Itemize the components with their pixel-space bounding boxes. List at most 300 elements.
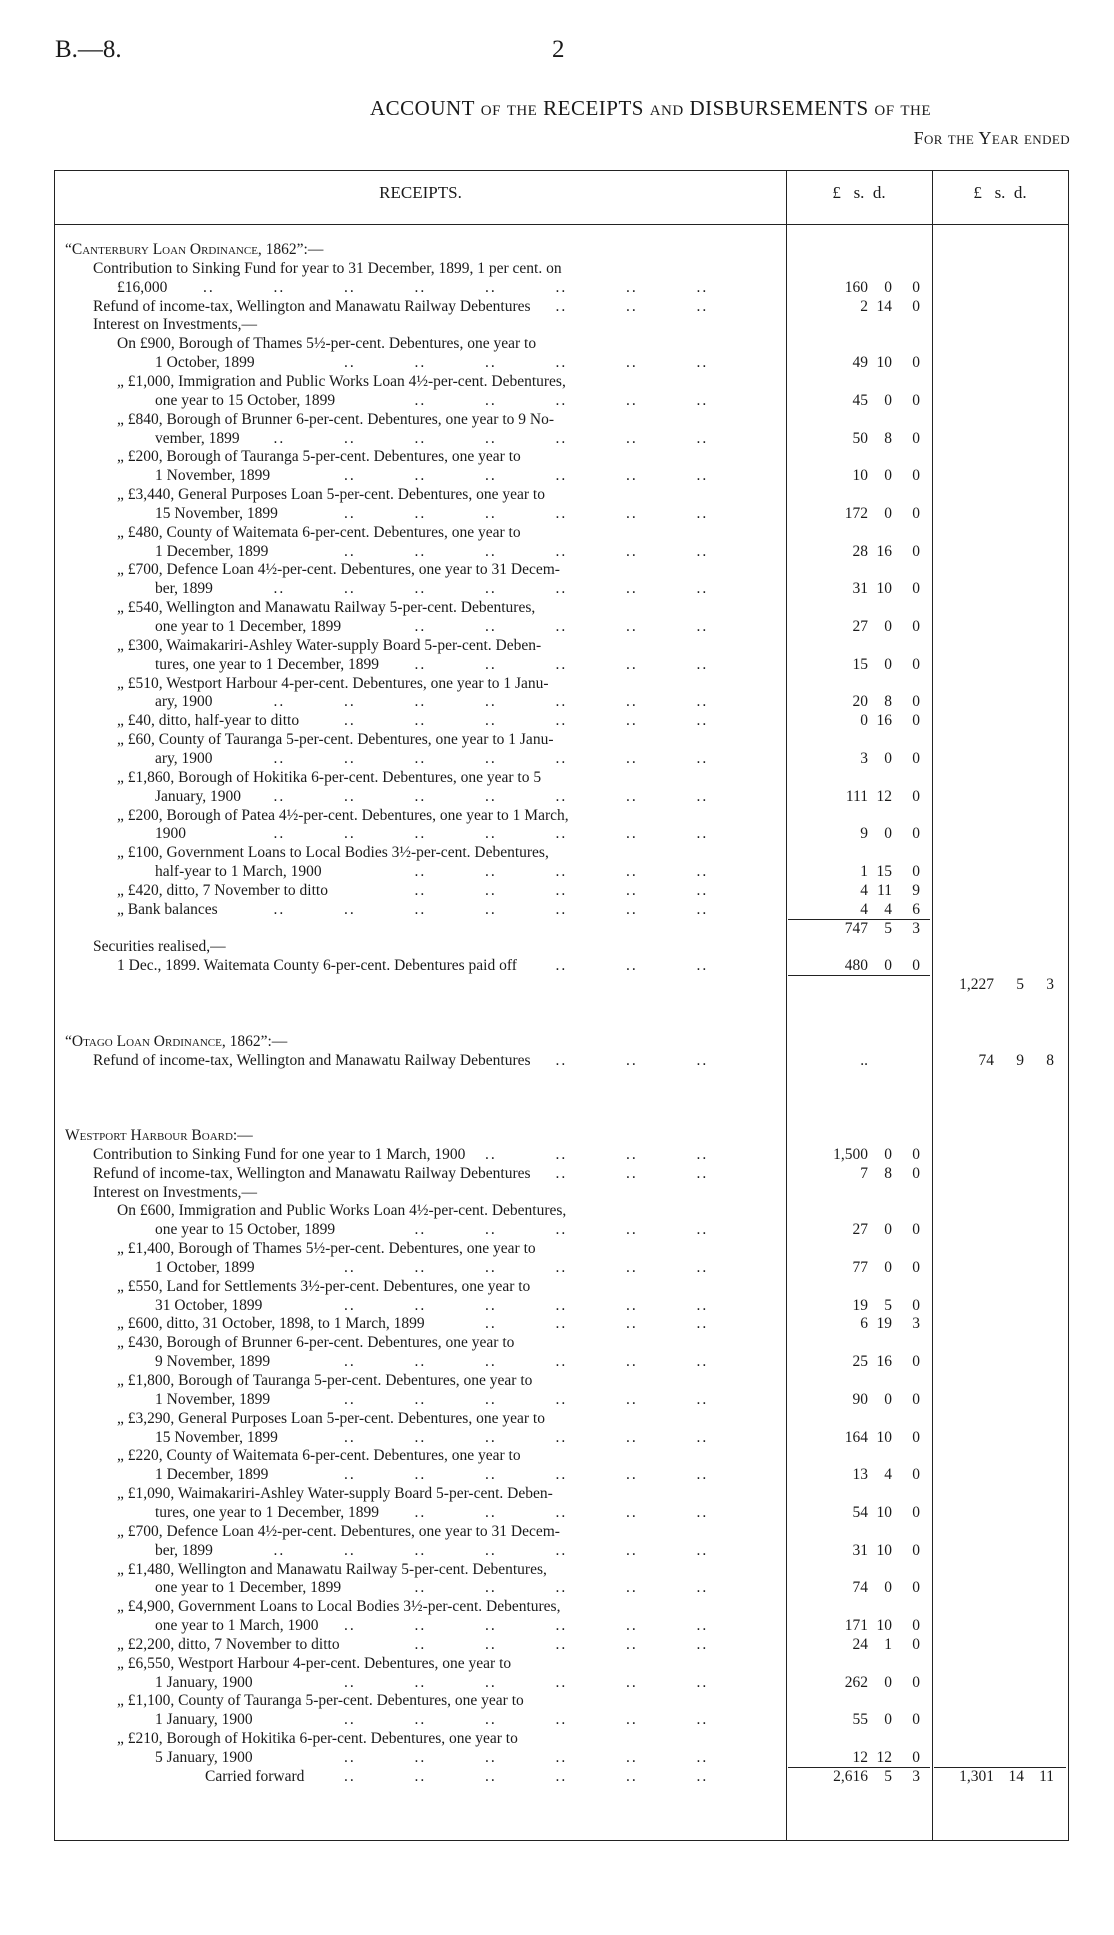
amount-pounds: 13 [852,1466,868,1484]
amount-pence: 0 [912,1164,920,1182]
amount-pounds: .. [860,1051,868,1069]
document-reference: B.—8. [55,36,122,63]
amount-shillings: 5 [884,919,892,937]
amount-pounds: 50 [852,429,868,447]
table-row [55,1542,1068,1560]
leader-dots: .. .. .. .. .. .. [344,1767,767,1785]
leader-dots: .. .. .. .. [485,1315,767,1333]
table-row [55,430,1068,448]
leader-dots: .. .. .. .. .. [414,863,767,881]
row-description: Westport Harbour Board:— [65,1126,253,1144]
amount-pounds: 28 [852,542,868,560]
account-subtitle: For the Year ended [913,128,1070,148]
table-row [55,807,1068,825]
money-column-header-2: £ s. d. [973,183,1027,202]
amount-shillings: 4 [884,900,892,918]
total-pence: 8 [1046,1051,1054,1069]
amount-shillings: 11 [877,881,892,899]
amount-pounds: 171 [844,1617,868,1635]
row-description: 1900 [155,825,186,843]
leader-dots: .. .. .. .. .. .. [344,354,767,372]
table-row [55,1598,1068,1616]
title-account: ACCOUNT [370,96,476,120]
table-row [55,693,1068,711]
amount-pence: 0 [912,655,920,673]
table-row [55,1655,1068,1673]
row-description: “Otago Loan Ordinance, 1862”:— [65,1032,288,1050]
amount-pence: 0 [912,504,920,522]
amount-shillings: 10 [876,1541,892,1559]
table-row [55,1221,1068,1239]
table-row [55,1033,1068,1051]
amount-pence: 6 [912,900,920,918]
amount-pence: 3 [912,919,920,937]
table-row [55,1561,1068,1579]
table-row [55,675,1068,693]
row-description: „ £2,200, ditto, 7 November to ditto [117,1635,340,1653]
table-row [55,1127,1068,1145]
row-description: 15 November, 1899 [155,1428,278,1446]
row-description: ber, 1899 [155,1541,213,1559]
row-description: 1 Dec., 1899. Waitemata County 6-per-cent. Debentures paid off [117,957,517,975]
amount-pounds: 74 [852,1579,868,1597]
table-row [55,448,1068,466]
row-description: „ £220, County of Waitemata 6-per-cent. Debentures, one year to [117,1447,521,1465]
table-row [55,750,1068,768]
table-row [55,618,1068,636]
leader-dots: .. .. .. .. .. [414,1221,767,1239]
amount-shillings: 0 [884,655,892,673]
amount-shillings: 0 [884,618,892,635]
row-description: „ £430, Borough of Brunner 6-per-cent. Debentures, one year to [117,1334,515,1352]
leader-dots: .. .. .. .. .. .. [344,1390,767,1408]
amount-shillings: 0 [884,1579,892,1597]
amount-pounds: 1,500 [833,1145,868,1163]
table-row [55,1617,1068,1635]
amount-pence: 0 [912,1221,920,1239]
amount-shillings: 10 [876,1503,892,1521]
amount-shillings: 0 [884,1390,892,1408]
table-row [55,1636,1068,1654]
row-description: „ £300, Waimakariri-Ashley Water-supply Board 5-per-cent. Deben- [117,636,542,654]
amount-pounds: 25 [852,1353,868,1371]
leader-dots: .. .. .. .. .. [414,1579,767,1597]
table-row [55,1730,1068,1748]
table-row [55,486,1068,504]
amount-pence: 0 [912,1296,920,1314]
amount-shillings: 10 [876,1428,892,1446]
row-description: „ £480, County of Waitemata 6-per-cent. Debentures, one year to [117,523,521,541]
table-row [55,561,1068,579]
leader-dots: .. .. .. .. .. .. [344,1673,767,1691]
table-row [55,599,1068,617]
total-shillings: 14 [1008,1767,1024,1785]
leader-dots: .. .. .. .. .. .. [344,1711,767,1729]
row-description: „ £3,290, General Purposes Loan 5-per-cent. Debentures, one year to [117,1409,545,1427]
table-row [55,543,1068,561]
amount-pounds: 9 [860,825,868,843]
table-row [55,844,1068,862]
amount-pence: 0 [912,1258,920,1276]
leader-dots: .. .. .. [555,1164,767,1182]
table-row [55,1146,1068,1164]
amount-pounds: 54 [852,1503,868,1521]
row-description: Securities realised,— [93,938,226,956]
amount-pence: 0 [912,825,920,843]
leader-dots: .. .. .. .. .. .. [344,1749,767,1766]
row-description: half-year to 1 March, 1900 [155,863,322,881]
leader-dots: .. .. .. .. .. .. [344,1296,767,1314]
row-description: „ £60, County of Tauranga 5-per-cent. Debentures, one year to 1 Janu- [117,731,554,749]
amount-pence: 0 [912,1466,920,1484]
amount-shillings: 0 [884,467,892,485]
leader-dots: .. .. .. .. [485,1145,767,1163]
account-title [370,96,931,121]
amount-pounds: 24 [852,1635,868,1653]
table-row [55,1278,1068,1296]
amount-pence: 0 [912,1428,920,1446]
row-description: Contribution to Sinking Fund for year to 31 December, 1899, 1 per cent. on [93,259,562,277]
leader-dots: .. .. .. .. .. .. [344,1617,767,1635]
amount-shillings: 14 [876,297,892,315]
amount-pounds: 4 [860,881,868,899]
table-row [55,1429,1068,1447]
amount-shillings: 19 [876,1315,892,1333]
table-row [55,1165,1068,1183]
amount-shillings: 16 [876,1353,892,1371]
row-description: „ £420, ditto, 7 November to ditto [117,881,328,899]
amount-shillings: 0 [884,1258,892,1276]
row-description: „ £550, Land for Settlements 3½-per-cent. Debentures, one year to [117,1277,531,1295]
row-description: Interest on Investments,— [93,1183,258,1201]
amount-pounds: 747 [844,919,868,937]
row-description: „ £700, Defence Loan 4½-per-cent. Debentures, one year to 31 Decem- [117,1522,560,1540]
table-row [55,1523,1068,1541]
amount-pounds: 45 [852,391,868,409]
table-row [55,637,1068,655]
row-description: „ £700, Defence Loan 4½-per-cent. Debentures, one year to 31 Decem- [117,561,560,579]
amount-pounds: 172 [844,504,868,522]
table-row [55,1749,1068,1767]
amount-pounds: 20 [852,693,868,711]
table-row [55,1410,1068,1428]
table-row [55,1353,1068,1371]
leader-dots: .. .. .. .. .. .. [344,542,767,560]
amount-shillings: 10 [876,354,892,372]
table-row [55,1014,1068,1032]
row-description: ber, 1899 [155,580,213,598]
row-description: 1 November, 1899 [155,1390,271,1408]
row-description: „ £1,090, Waimakariri-Ashley Water-supply Board 5-per-cent. Deben- [117,1485,553,1503]
amount-pounds: 55 [852,1711,868,1729]
row-description: £16,000 [117,278,168,296]
row-description: 31 October, 1899 [155,1296,263,1314]
leader-dots: .. .. .. .. .. .. .. [273,749,767,767]
table-row [55,957,1068,975]
leader-dots: .. .. .. .. .. .. .. .. [203,278,767,296]
title-of-the: of the [868,96,932,120]
table-row [55,1089,1068,1107]
amount-pounds: 19 [852,1296,868,1314]
leader-dots: .. .. .. .. .. .. [344,467,767,485]
amount-shillings: 0 [884,825,892,843]
row-description: „ £6,550, Westport Harbour 4-per-cent. Debentures, one year to [117,1654,512,1672]
amount-pence: 0 [912,391,920,409]
amount-shillings: 0 [884,1673,892,1691]
row-description: one year to 1 March, 1900 [155,1617,319,1635]
amount-pence: 0 [912,354,920,372]
table-row [55,298,1068,316]
table-row [55,901,1068,919]
leader-dots: .. .. .. .. .. [414,881,767,899]
title-receipts: RECEIPTS [543,96,644,120]
amount-pounds: 3 [860,749,868,767]
amount-pence: 0 [912,1635,920,1653]
row-description: „ £4,900, Government Loans to Local Bodies 3½-per-cent. Debentures, [117,1598,561,1616]
amount-pounds: 27 [852,618,868,635]
amount-pence: 9 [912,881,920,899]
leader-dots: .. .. .. [555,297,767,315]
amount-pounds: 2,616 [833,1767,868,1785]
table-row [55,1240,1068,1258]
row-description: „ £1,860, Borough of Hokitika 6-per-cent. Debentures, one year to 5 [117,768,542,786]
table-row [55,241,1068,259]
amount-pounds: 262 [844,1673,868,1691]
table-row [55,1485,1068,1503]
row-description: On £900, Borough of Thames 5½-per-cent. Debentures, one year to [117,335,537,353]
table-row [55,1372,1068,1390]
header-divider [55,224,1068,225]
row-description: „ Bank balances [117,900,218,918]
amount-pence: 0 [912,693,920,711]
amount-pence: 0 [912,580,920,598]
row-description: „ £600, ditto, 31 October, 1898, to 1 March, 1899 [117,1315,425,1333]
amount-pence: 0 [912,787,920,805]
table-row [55,920,1068,938]
table-row [55,976,1068,994]
amount-shillings: 15 [876,863,892,881]
amount-pounds: 111 [845,787,868,805]
amount-pence: 0 [912,957,920,975]
amount-shillings: 8 [884,429,892,447]
table-row [55,863,1068,881]
amount-shillings: 16 [876,542,892,560]
table-row [55,1447,1068,1465]
row-description: one year to 1 December, 1899 [155,618,342,635]
amount-pence: 0 [912,1673,920,1691]
amount-pence: 0 [912,1749,920,1766]
table-row [55,1315,1068,1333]
leader-dots: .. .. .. [555,957,767,975]
amount-shillings: 12 [876,787,892,805]
amount-pence: 0 [912,1617,920,1635]
amount-pence: 3 [912,1767,920,1785]
amount-pounds: 31 [852,1541,868,1559]
amount-pence: 0 [912,1353,920,1371]
amount-pounds: 90 [852,1390,868,1408]
total-pence: 11 [1039,1767,1054,1785]
amount-shillings: 0 [884,1711,892,1729]
row-description: 1 January, 1900 [155,1673,253,1691]
amount-shillings: 16 [876,712,892,730]
table-row [55,1070,1068,1088]
table-row [55,788,1068,806]
row-description: Refund of income-tax, Wellington and Manawatu Railway Debentures [93,297,531,315]
row-description: „ £1,400, Borough of Thames 5½-per-cent. Debentures, one year to [117,1240,536,1258]
row-description: 9 November, 1899 [155,1353,271,1371]
row-description: 5 January, 1900 [155,1749,253,1766]
row-description: January, 1900 [155,787,241,805]
table-row [55,1052,1068,1070]
amount-shillings: 5 [884,1296,892,1314]
row-description: one year to 1 December, 1899 [155,1579,342,1597]
table-row [55,335,1068,353]
leader-dots: .. .. .. .. .. [414,655,767,673]
row-description: „ £200, Borough of Patea 4½-per-cent. Debentures, one year to 1 March, [117,806,569,824]
table-row [55,260,1068,278]
row-description: „ £1,100, County of Tauranga 5-per-cent. Debentures, one year to [117,1692,524,1710]
table-row [55,316,1068,334]
amount-pence: 0 [912,749,920,767]
table-row [55,1202,1068,1220]
row-description: one year to 15 October, 1899 [155,391,336,409]
leader-dots: .. .. .. .. .. .. .. [273,580,767,598]
row-description: „ £210, Borough of Hokitika 6-per-cent. Debentures, one year to [117,1730,518,1748]
table-row [55,1692,1068,1710]
money-column-header-1: £ s. d. [832,183,886,202]
row-description: 15 November, 1899 [155,504,278,522]
leader-dots: .. .. .. .. .. .. .. [273,825,767,843]
row-description: vember, 1899 [155,429,240,447]
amount-pounds: 49 [852,354,868,372]
table-row [55,354,1068,372]
amount-shillings: 10 [876,1617,892,1635]
table-row [55,1184,1068,1202]
total-pounds: 1,227 [959,976,994,994]
amount-pence: 0 [912,863,920,881]
row-description: ary, 1900 [155,749,213,767]
leader-dots: .. .. .. .. .. .. [344,504,767,522]
table-row [55,882,1068,900]
leader-dots: .. .. .. .. .. .. [344,1428,767,1446]
amount-shillings: 0 [884,504,892,522]
row-description: “Canterbury Loan Ordinance, 1862”:— [65,241,324,258]
row-description: „ £200, Borough of Tauranga 5-per-cent. Debentures, one year to [117,448,521,466]
row-description: „ £1,000, Immigration and Public Works Loan 4½-per-cent. Debentures, [117,372,566,390]
amount-shillings: 12 [876,1749,892,1766]
leader-dots: .. .. .. .. .. [414,1635,767,1653]
amount-pence: 0 [912,278,920,296]
total-pence: 3 [1046,976,1054,994]
amount-pounds: 164 [844,1428,868,1446]
row-description: Contribution to Sinking Fund for one year to 1 March, 1900 [93,1145,466,1163]
amount-shillings: 8 [884,1164,892,1182]
row-description: tures, one year to 1 December, 1899 [155,1503,380,1521]
table-row [55,656,1068,674]
table-row [55,1579,1068,1597]
amount-shillings: 0 [884,1221,892,1239]
amount-shillings: 0 [884,1145,892,1163]
row-description: „ £510, Westport Harbour 4-per-cent. Debentures, one year to 1 Janu- [117,674,549,692]
table-row [55,1108,1068,1126]
table-row [55,411,1068,429]
row-description: one year to 15 October, 1899 [155,1221,336,1239]
table-row [55,467,1068,485]
table-row [55,1768,1068,1786]
table-row [55,524,1068,542]
table-row [55,1391,1068,1409]
row-description: 1 December, 1899 [155,1466,269,1484]
amount-pounds: 12 [852,1749,868,1766]
table-row [55,373,1068,391]
amount-pounds: 15 [852,655,868,673]
leader-dots: .. .. .. .. .. [414,618,767,635]
leader-dots: .. .. .. .. .. [414,1503,767,1521]
amount-pence: 0 [912,1579,920,1597]
amount-pence: 0 [912,1145,920,1163]
row-description: Refund of income-tax, Wellington and Manawatu Railway Debentures [93,1051,531,1069]
amount-pounds: 10 [852,467,868,485]
row-description: tures, one year to 1 December, 1899 [155,655,380,673]
table-row [55,1334,1068,1352]
amount-pence: 0 [912,467,920,485]
table-row [55,712,1068,730]
row-description: 1 January, 1900 [155,1711,253,1729]
amount-pounds: 2 [860,297,868,315]
table-row [55,995,1068,1013]
leader-dots: .. .. .. .. .. .. [344,712,767,730]
leader-dots: .. .. .. .. .. .. .. [273,429,767,447]
row-description: „ £840, Borough of Brunner 6-per-cent. Debentures, one year to 9 No- [117,410,554,428]
amount-shillings: 1 [884,1635,892,1653]
table-row [55,1711,1068,1729]
leader-dots: .. .. .. [555,1051,767,1069]
amount-pence: 0 [912,1390,920,1408]
amount-pence: 0 [912,542,920,560]
amount-pounds: 1 [860,863,868,881]
amount-shillings: 0 [884,957,892,975]
amount-pence: 0 [912,1503,920,1521]
row-description: „ £100, Government Loans to Local Bodies 3½-per-cent. Debentures, [117,844,549,862]
leader-dots: .. .. .. .. .. [414,391,767,409]
table-row [55,1674,1068,1692]
row-description: ary, 1900 [155,693,213,711]
amount-pounds: 77 [852,1258,868,1276]
amount-shillings: 0 [884,278,892,296]
total-pounds: 1,301 [959,1767,994,1785]
amount-pounds: 7 [860,1164,868,1182]
table-row [55,1466,1068,1484]
amount-shillings: 0 [884,391,892,409]
table-row [55,1297,1068,1315]
row-description: Carried forward [205,1767,305,1785]
table-row [55,731,1068,749]
table-row [55,938,1068,956]
leader-dots: .. .. .. .. .. .. .. [273,900,767,918]
amount-pounds: 160 [844,278,868,296]
table-row [55,1259,1068,1277]
row-description: „ £1,480, Wellington and Manawatu Railway 5-per-cent. Debentures, [117,1560,547,1578]
table-row [55,825,1068,843]
table-row [55,769,1068,787]
amount-pounds: 0 [860,712,868,730]
table-row [55,279,1068,297]
total-shillings: 5 [1016,976,1024,994]
amount-pence: 0 [912,1711,920,1729]
table-row [55,392,1068,410]
row-description: „ £40, ditto, half-year to ditto [117,712,300,730]
leader-dots: .. .. .. .. .. .. [344,1353,767,1371]
